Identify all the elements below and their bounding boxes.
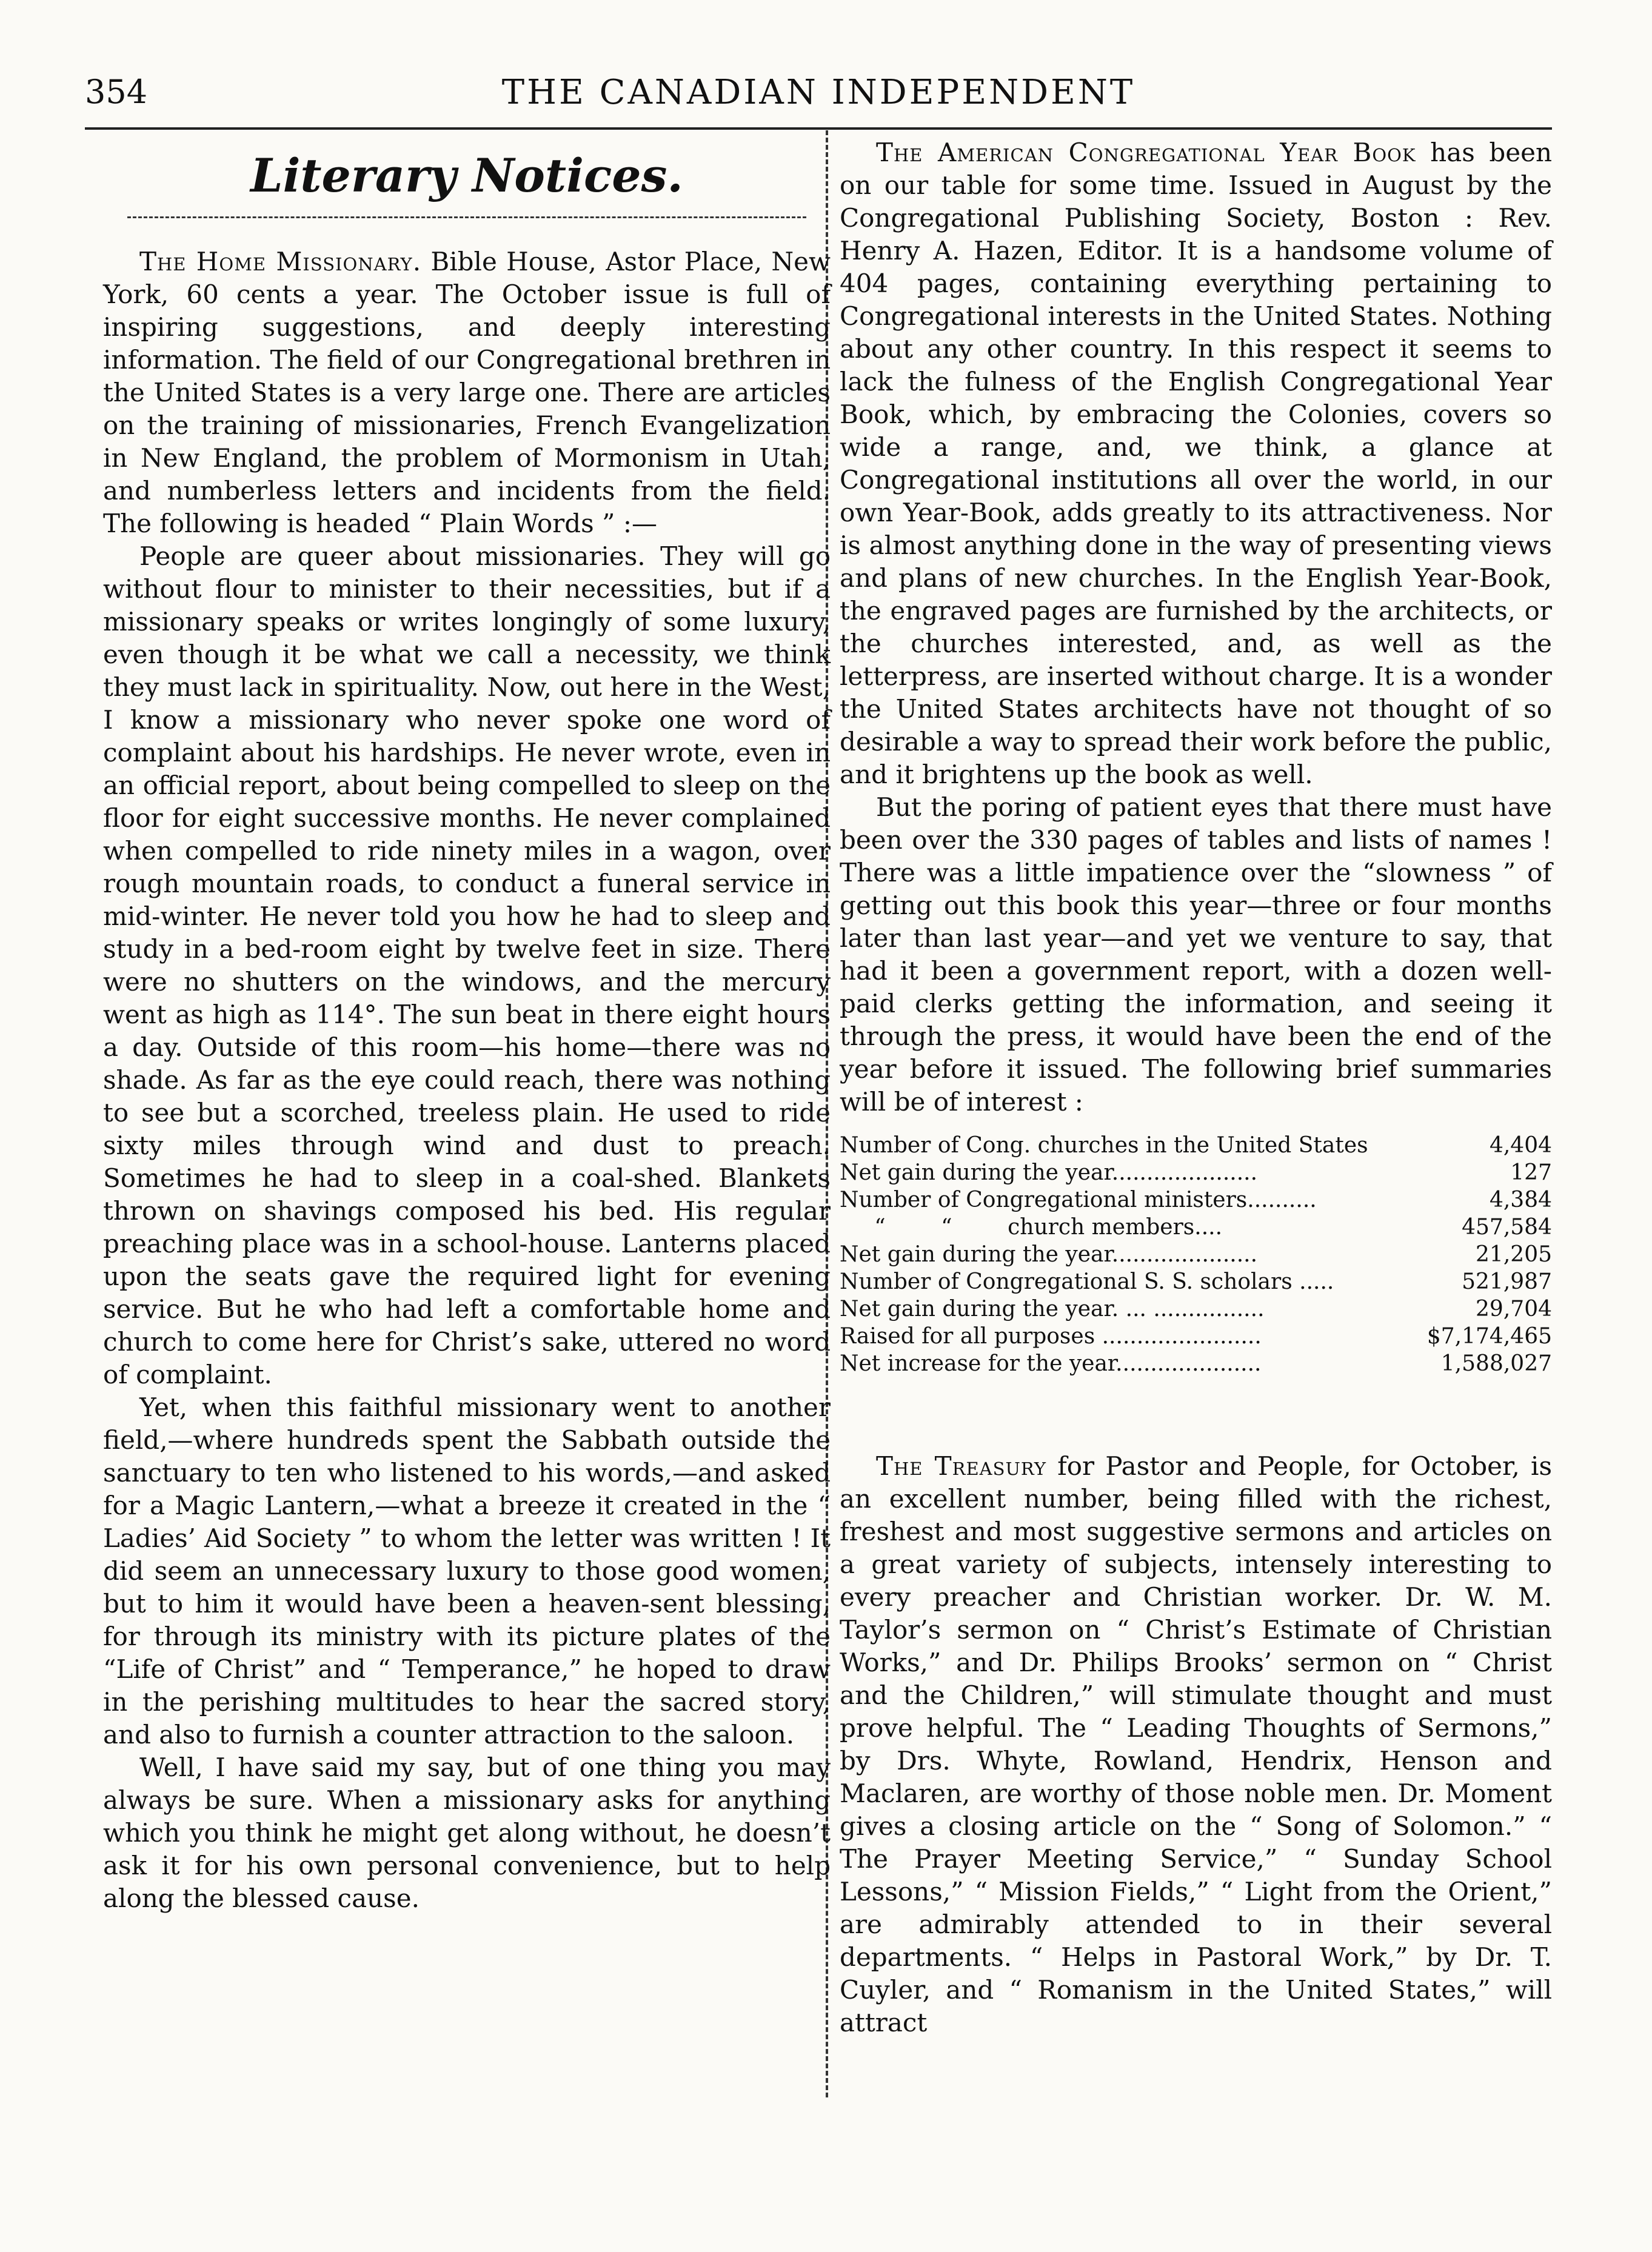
stat-label: Number of Congregational ministers.......... [840, 1188, 1317, 1212]
stat-row [840, 1241, 1552, 1268]
statistics-table [840, 1132, 1552, 1377]
stat-value: 4,404 [1489, 1133, 1552, 1158]
page-number: 354 [85, 73, 148, 111]
page-header [85, 73, 1552, 121]
paragraph: Yet, when this faithful missionary went to another field,—where hundreds spent the Sabbath outside the sanctuary to ten who listened to his words,—and asked for a Magic Lantern,—what a breeze it created in the “ Ladies’ Aid Society ” to whom the letter was written ! It did seem an unnecessary luxury to those good women, but to him it would have been a heaven-sent blessing, for through its ministry with its picture plates of the “Life of Christ” and “ Temperance,” he hoped to draw in the perishing multitudes to hear the sacred story, and also to furnish a counter attraction to the saloon. [103, 1392, 831, 1749]
notice-lead: The Treasury [876, 1451, 1047, 1481]
paragraph: People are queer about missionaries. They will go without flour to minister to their necessities, but if a missionary speaks or writes longingly of some luxury, even though it be what we call a necessity, we think they must lack in spirituality. Now, out here in the West, I know a missionary who never spoke one word of complaint about his hardships. He never wrote, even in an official report, about being compelled to sleep on the floor for eight successive months. He never complained when compelled to ride ninety miles in a wagon, over rough mountain roads, to conduct a funeral service in mid-winter. He never told you how he had to sleep and study in a bed-room eight by twelve feet in size. There were no shutters on the windows, and the mercury went as high as 114°. The sun beat in there eight hours a day. Outside of this room—his home—there was no shade. As far as the eye could reach, there was nothing to see but a scorched, treeless plain. He used to ride sixty miles through wind and dust to preach. Sometimes he had to sleep in a coal-shed. Blankets thrown on shavings composed his bed. His regular preaching place was in a school-house. Lanterns placed upon the seats gave the required light for evening service. But he who had left a comfortable home and church to come here for Christ’s sake, uttered no word of complaint. [103, 541, 831, 1389]
left-column [103, 136, 831, 1915]
stat-label: Number of Congregational S. S. scholars ..... [840, 1269, 1334, 1294]
stat-value: 21,205 [1476, 1242, 1552, 1267]
stat-value: 127 [1510, 1160, 1552, 1185]
paragraph: But the poring of patient eyes that there must have been over the 330 pages of tables and lists of names ! There was a little impatience over the “slowness ” of getting out this book this year—three or four months later than last year—and yet we venture to say, that had it been a government report, with a dozen well-paid clerks getting the information, and seeing it through the press, it would have been the end of the year before it issued. The following brief summaries will be of interest : [840, 792, 1552, 1117]
section-title: Literary Notices. [250, 149, 683, 202]
stat-label: Number of Cong. churches in the United States [840, 1133, 1368, 1158]
stat-value: 457,584 [1462, 1215, 1552, 1240]
year-book-notice [840, 136, 1552, 791]
stat-row [840, 1132, 1552, 1159]
title-rule [127, 216, 806, 218]
home-missionary-notice [103, 246, 831, 540]
notice-text: has been on our table for some time. Issued in August by the Congregational Publishing Society, Boston : Rev. Henry A. Hazen, Editor. It is a handsome volume of 404 pages, containing everything pertaining to Congregational interests in the United States. Nothing about any other country. In this respect it seems to lack the fulness of the English Congregational Year Book, which, by embracing the Colonies, covers so wide a range, and, we think, a glance at Congregational institutions all over the world, in our own Year-Book, adds greatly to its attractiveness. Nor is almost anything done in the way of presenting views and plans of new churches. In the English Year-Book, the engraved pages are furnished by the architects, or the churches interested, and, as well as the letterpress, are inserted without charge. It is a wonder the United States architects have not thought of so desirable a way to spread their work before the public, and it brightens up the book as well. [840, 138, 1553, 789]
paragraph: Well, I have said my say, but of one thing you may always be sure. When a missionary asks for anything which you think he might get along without, he doesn’t ask it for his own personal convenience, but to help along the blessed cause. [103, 1752, 831, 1913]
stat-value: $7,174,465 [1426, 1324, 1552, 1349]
stat-value: 4,384 [1489, 1188, 1552, 1212]
treasury-notice [840, 1450, 1552, 2039]
stat-row [840, 1295, 1552, 1323]
stat-value: 521,987 [1462, 1269, 1552, 1294]
stat-label: Net gain during the year. ... ................ [840, 1297, 1265, 1321]
stat-row [840, 1159, 1552, 1186]
stat-label: Net gain during the year..................... [840, 1242, 1258, 1267]
stat-row [840, 1268, 1552, 1295]
stat-label: “ “ church members.... [840, 1215, 1223, 1240]
stat-row [840, 1186, 1552, 1214]
notice-lead: The American Congregational Year Book [876, 138, 1416, 167]
header-rule [85, 127, 1552, 130]
right-column [840, 136, 1552, 2039]
stat-value: 29,704 [1476, 1297, 1552, 1321]
notice-text: for Pastor and People, for October, is an excellent number, being filled with the richest, freshest and most suggestive sermons and articles on a great variety of subjects, intensely interesting to every preacher and Christian worker. Dr. W. M. Taylor’s sermon on “ Christ’s Estimate of Christian Works,” and Dr. Philips Brooks’ sermon on “ Christ and the Children,” will stimulate thought and must prove helpful. The “ Leading Thoughts of Sermons,” by Drs. Whyte, Rowland, Hendrix, Henson and Maclaren, are worthy of those noble men. Dr. Moment gives a closing article on the “ Song of Solomon.” “ The Prayer Meeting Service,” “ Sunday School Lessons,” “ Mission Fields,” “ Light from the Orient,” are admirably attended to in their several departments. “ Helps in Pastoral Work,” by Dr. T. Cuyler, and “ Romanism in the United States,” will attract [840, 1451, 1552, 2037]
stat-row [840, 1323, 1552, 1350]
stat-value: 1,588,027 [1440, 1351, 1552, 1376]
running-title: THE CANADIAN INDEPENDENT [501, 73, 1135, 112]
notice-text: Bible House, Astor Place, New York, 60 cents a year. The October issue is full of inspiring suggestions, and deeply interesting information. The field of our Congregational brethren in the United States is a very large one. There are articles on the training of missionaries, French Evangelization in New England, the problem of Mormonism in Utah, and numberless letters and incidents from the field. The following is headed “ Plain Words ” :— [103, 247, 831, 538]
stat-row [840, 1214, 1552, 1241]
stat-label: Net increase for the year..................... [840, 1351, 1262, 1376]
stat-label: Net gain during the year..................... [840, 1160, 1258, 1185]
notice-lead: The Home Missionary. [139, 247, 422, 276]
stat-row [840, 1350, 1552, 1377]
stat-label: Raised for all purposes ....................... [840, 1324, 1262, 1349]
